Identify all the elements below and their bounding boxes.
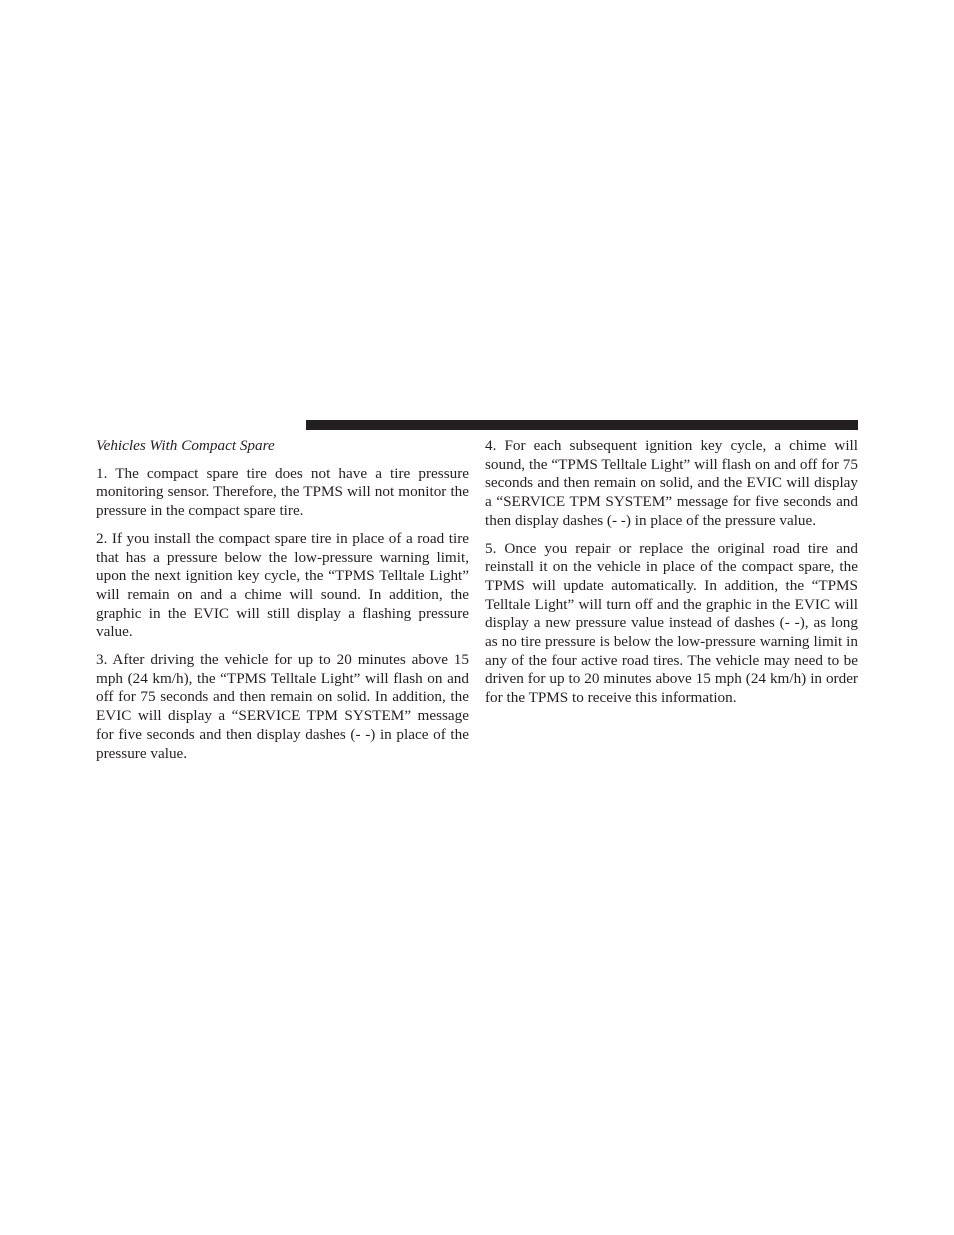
right-column xyxy=(485,437,858,717)
section-heading: Vehicles With Compact Spare xyxy=(96,437,275,454)
paragraph-1: 1. The compact spare tire does not have a tire pressure monitoring sensor. Therefore, the TPMS will not monitor the pressure in the compact spare tire. xyxy=(96,464,469,520)
paragraph-3: 3. After driving the vehicle for up to 20 minutes above 15 mph (24 km/h), the “TPMS Telltale Light” will flash on and off for 75 seconds and then remain on solid. In addition, the EVIC will display a “SERVICE TPM SYSTEM” message for five seconds and then display dashes (- -) in place of the pressure value. xyxy=(96,651,469,762)
left-column xyxy=(96,437,469,772)
paragraph-2: 2. If you install the compact spare tire in place of a road tire that has a pressure below the low-pressure warning limit, upon the next ignition key cycle, the “TPMS Telltale Light” will remain on and a chime will sound. In addition, the graphic in the EVIC will still display a flashing pressure value. xyxy=(96,529,469,641)
paragraph-5: 5. Once you repair or replace the original road tire and reinstall it on the vehicle in place of the compact spare, the TPMS will update automatically. In addition, the “TPMS Telltale Light” will turn off and the graphic in the EVIC will display a new pressure value instead of dashes (- -), as long as no tire pressure is below the low-pressure warning limit in any of the four active road tires. The vehicle may need to be driven for up to 20 minutes above 15 mph (24 km/h) in order for the TPMS to receive this information. xyxy=(485,539,858,707)
paragraph-4: 4. For each subsequent ignition key cycle, a chime will sound, the “TPMS Telltale Light” will flash on and off for 75 seconds and then remain on solid, and the EVIC will display a “SERVICE TPM SYSTEM” message for five seconds and then display dashes (- -) in place of the pressure value. xyxy=(485,437,858,529)
header-rule xyxy=(306,420,858,430)
